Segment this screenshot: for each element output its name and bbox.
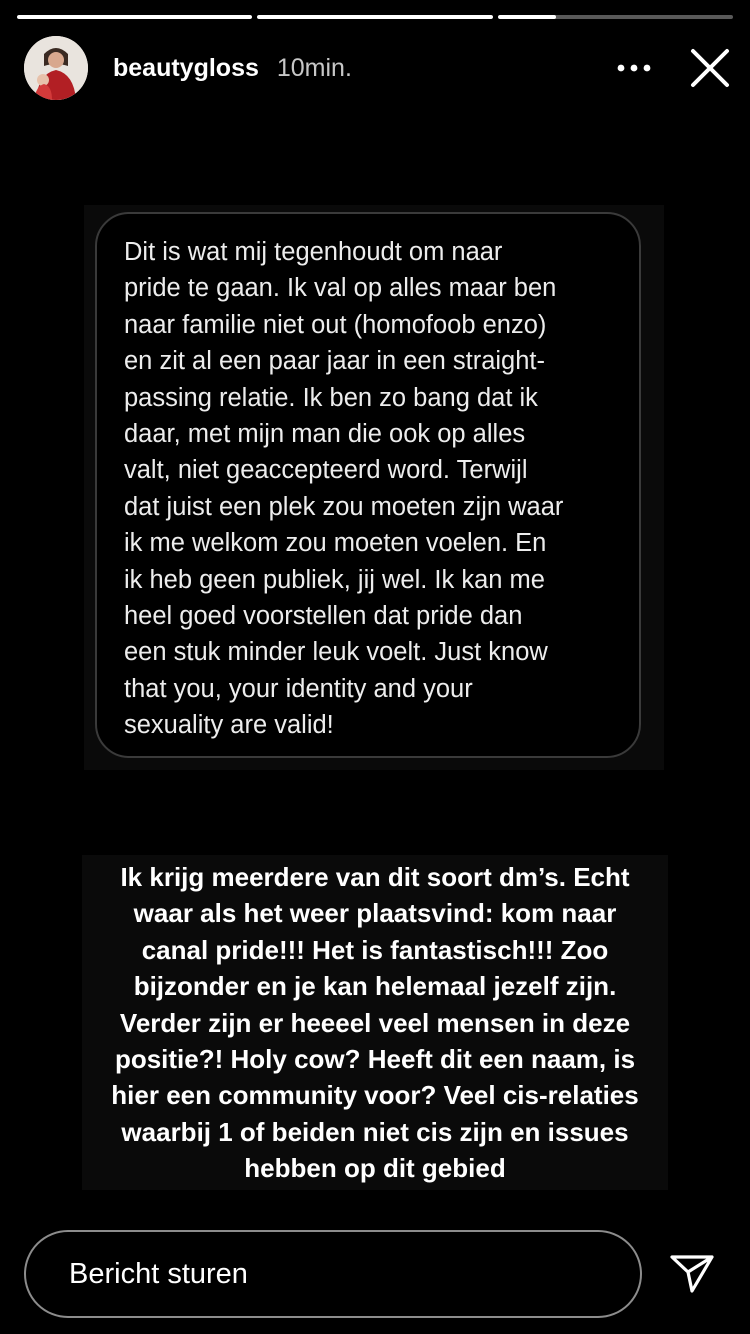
progress-segment-1 <box>17 15 252 19</box>
progress-segment-2 <box>257 15 492 19</box>
story-header <box>24 36 732 100</box>
dm-message-text: Dit is wat mij tegenhoudt om naar pride te gaan. Ik val op alles maar ben naar familie niet out (homofoob enzo) en zit al een paar jaar in een straight- passing relatie. Ik ben zo bang dat ik daar, met mijn man die ook op alles valt, niet geaccepteerd word. Terwijl dat juist een plek zou moeten zijn waar ik me welkom zou moeten voelen. En ik heb geen publiek, jij wel. Ik kan me heel goed voorstellen dat pride dan een stuk minder leuk voelt. Just know that you, your identity and your sexuality are valid! <box>124 238 564 740</box>
reply-bar[interactable] <box>24 1230 642 1318</box>
dm-screenshot <box>84 205 664 770</box>
dm-message-bubble <box>95 212 641 758</box>
avatar-photo <box>24 36 88 100</box>
message-input[interactable] <box>67 1257 640 1292</box>
send-icon <box>669 1254 715 1294</box>
close-icon <box>690 48 730 88</box>
close-button[interactable] <box>688 46 732 90</box>
username[interactable]: beautygloss <box>113 53 259 82</box>
send-button[interactable] <box>668 1250 716 1298</box>
more-button[interactable] <box>614 48 654 88</box>
post-time: 10min. <box>276 53 352 82</box>
story-progress <box>17 15 733 19</box>
caption-text: Ik krijg meerdere van dit soort dm’s. Echt waar als het weer plaatsvind: kom naar canal pride!!! Het is fantastisch!!! Zoo bijzonder en je kan helemaal jezelf zijn. Verder zijn er heeeel veel mensen in deze positie?! Holy cow? Heeft dit een naam, is hier een community voor? Veel cis-relaties waarbij 1 of beiden niet cis zijn en issues hebben op dit gebied <box>111 862 639 1184</box>
progress-segment-3 <box>498 15 733 19</box>
avatar[interactable] <box>24 36 88 100</box>
more-dots-icon <box>617 64 651 72</box>
caption-block <box>82 855 668 1190</box>
